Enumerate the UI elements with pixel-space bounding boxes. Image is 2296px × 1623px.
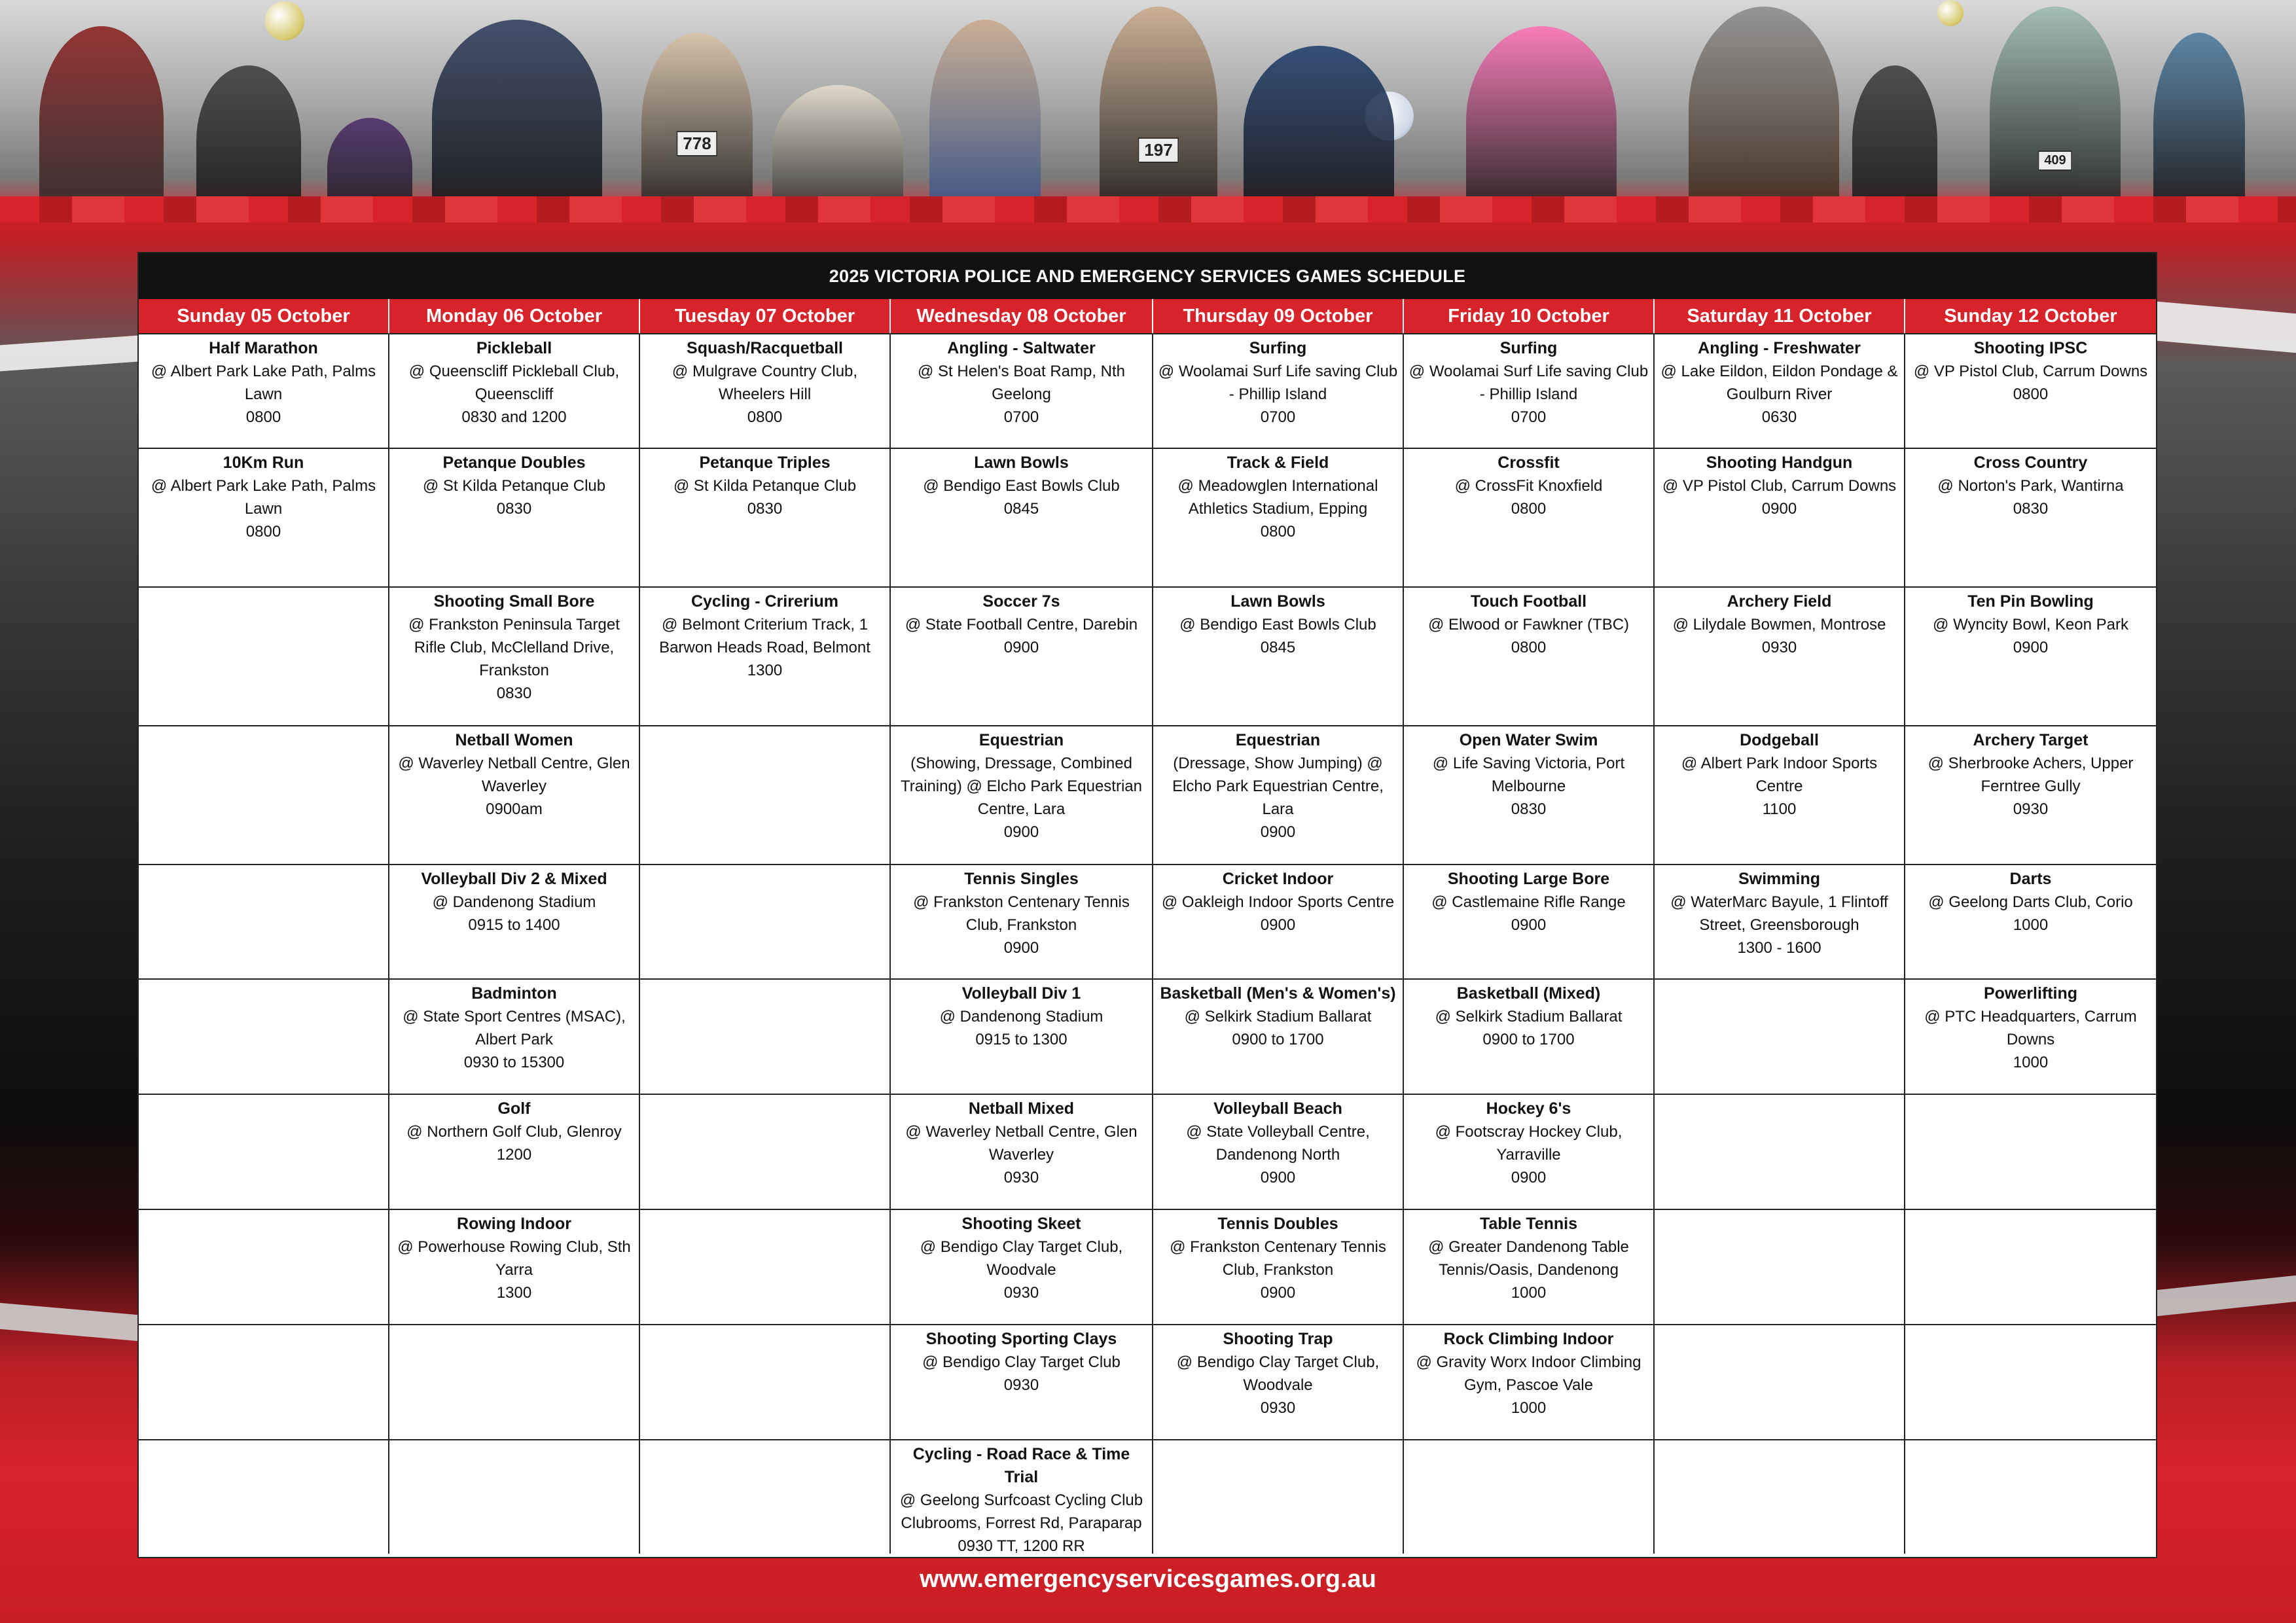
event-venue: @ Bendigo East Bowls Club [1179,616,1376,633]
event-name: Cross Country [1973,454,2088,472]
event-cell [891,1440,1153,1554]
event-time: 0930 [1003,1376,1039,1394]
empty-cell [640,726,891,864]
event-cell [891,865,1153,978]
event-cell [1153,588,1404,725]
athlete-runner-778 [641,33,753,216]
day-header: Sunday 12 October [1944,305,2117,327]
empty-cell [1655,980,1905,1094]
event-time: 0830 [747,500,783,518]
event-cell [640,588,891,725]
event-venue: @ Frankston Centenary Tennis Club, Frankston [1170,1238,1386,1279]
day-header: Saturday 11 October [1655,299,1905,333]
event-venue: @ Meadowglen International Athletics Stadium, Epping [1177,477,1378,518]
event-name: Tennis Singles [964,870,1079,888]
event-venue: @ Selkirk Stadium Ballarat [1435,1008,1623,1026]
schedule-row [139,586,2156,725]
event-name: Tennis Doubles [1217,1215,1338,1233]
netball-icon [265,1,304,41]
event-cell [1153,1325,1404,1439]
empty-cell [1905,1095,2156,1209]
empty-cell [1905,1210,2156,1324]
event-name: Shooting Sporting Clays [925,1330,1117,1348]
event-time: 0830 [1511,800,1547,818]
event-time: 0800 [747,408,783,426]
day-header: Monday 06 October [389,299,640,333]
event-cell [1655,865,1905,978]
event-venue: @ Geelong Darts Club, Corio [1928,893,2133,911]
empty-cell [640,1440,891,1554]
athlete-shooter [432,20,602,216]
event-venue: @ VP Pistol Club, Carrum Downs [1662,477,1897,495]
event-name: Surfing [1499,339,1558,357]
event-venue: @ PTC Headquarters, Carrum Downs [1924,1008,2137,1048]
event-venue: @ State Sport Centres (MSAC), Albert Park [403,1008,626,1048]
event-venue: @ Life Saving Victoria, Port Melbourne [1432,755,1625,795]
event-time: 1300 [747,662,783,679]
event-cell [1404,588,1655,725]
event-cell [1655,334,1905,448]
empty-cell [389,1325,640,1439]
event-name: Angling - Saltwater [947,339,1096,357]
event-venue: @ Dandenong Stadium [939,1008,1103,1026]
event-name: Netball Mixed [968,1099,1075,1118]
event-cell [1404,980,1655,1094]
event-name: Lawn Bowls [1230,592,1325,611]
event-venue: @ Wyncity Bowl, Keon Park [1933,616,2128,633]
day-header: Thursday 09 October [1153,299,1404,333]
schedule-row [139,1439,2156,1554]
schedule-row [139,1209,2156,1324]
event-cell [389,865,640,978]
event-time: 1100 [1762,800,1797,818]
event-cell [1153,334,1404,448]
event-name: Golf [497,1099,531,1118]
empty-cell [139,726,389,864]
torn-edge-decoration [0,336,137,372]
event-venue: @ Lake Eildon, Eildon Pondage & Goulburn River [1660,363,1898,403]
event-venue: @ Oakleigh Indoor Sports Centre [1161,893,1395,911]
event-name: Petanque Triples [699,454,831,472]
event-name: Hockey 6's [1486,1099,1571,1118]
athlete-soccer [1244,46,1394,216]
empty-cell [1655,1095,1905,1209]
event-cell [1404,1095,1655,1209]
athlete-thrower [929,20,1041,216]
event-cell [891,449,1153,586]
event-name: Squash/Racquetball [687,339,843,357]
event-name: Archery Target [1973,731,2089,749]
website-link[interactable]: www.emergencyservicesgames.org.au [920,1565,1376,1593]
event-name: Swimming [1738,870,1820,888]
event-name: Shooting IPSC [1973,339,2088,357]
event-name: Darts [2009,870,2052,888]
event-cell [139,449,389,586]
day-header: Friday 10 October [1404,299,1655,333]
empty-cell [1655,1210,1905,1324]
event-cell [389,588,640,725]
event-time: 0915 to 1400 [468,916,560,934]
event-name: Equestrian [1235,731,1321,749]
event-cell [891,1210,1153,1324]
empty-cell [1153,1440,1404,1554]
event-time: 0800 [1260,523,1296,541]
event-name: Volleyball Div 2 & Mixed [421,870,607,888]
event-venue: @ Woolamai Surf Life saving Club - Phillip Island [1408,363,1649,403]
event-cell [1655,588,1905,725]
event-venue: @ State Volleyball Centre, Dandenong North [1186,1123,1370,1164]
empty-cell [640,1095,891,1209]
event-venue: @ Geelong Surfcoast Cycling Club Clubrooms, Forrest Rd, Paraparap [899,1491,1143,1532]
empty-cell [1655,1440,1905,1554]
event-time: 0700 [1003,408,1039,426]
event-name: Badminton [471,984,557,1003]
event-cell [891,1325,1153,1439]
event-name: Dodgeball [1740,731,1819,749]
event-venue: @ St Helen's Boat Ramp, Nth Geelong [917,363,1126,403]
event-time: 0800 [2013,385,2049,403]
event-cell [640,449,891,586]
event-cell [389,726,640,864]
event-name: Archery Field [1727,592,1832,611]
event-time: 0830 [496,685,532,702]
event-venue: @ Bendigo Clay Target Club [922,1353,1121,1371]
event-time: 0930 [1761,639,1797,656]
event-venue: @ St Kilda Petanque Club [422,477,606,495]
event-time: 0830 [2013,500,2049,518]
event-time: 0700 [1260,408,1296,426]
event-venue: @ Albert Park Lake Path, Palms Lawn [151,477,376,518]
event-cell [1404,449,1655,586]
event-time: 0900 [1003,823,1039,841]
empty-cell [1905,1440,2156,1554]
schedule-table [137,252,2157,1558]
event-time: 0800 [1511,500,1547,518]
event-name: Powerlifting [1983,984,2078,1003]
athlete-runner-409 [1990,7,2121,216]
event-time: 1000 [2013,916,2049,934]
event-time: 0900 [1511,1169,1547,1186]
schedule-row [139,725,2156,864]
empty-cell [1655,1325,1905,1439]
event-cell [1655,449,1905,586]
event-name: Basketball (Men's & Women's) [1160,984,1396,1003]
event-time: 0800 [245,408,281,426]
event-time: 0900 [1003,639,1039,656]
event-cell [1905,334,2156,448]
torn-edge-decoration [0,1303,137,1341]
day-header: Sunday 05 October [139,299,389,333]
event-venue: @ Norton's Park, Wantirna [1937,477,2124,495]
torn-edge-decoration [2157,1275,2296,1316]
schedule-row [139,448,2156,586]
empty-cell [1905,1325,2156,1439]
event-time: 0830 and 1200 [461,408,567,426]
event-time: 0900 [1003,939,1039,957]
event-venue: (Showing, Dressage, Combined Training) @ Elcho Park Equestrian Centre, Lara [901,755,1142,818]
event-venue: @ Bendigo East Bowls Club [923,477,1120,495]
event-name: Shooting Trap [1223,1330,1333,1348]
event-venue: @ Dandenong Stadium [432,893,596,911]
event-venue: @ Castlemaine Rifle Range [1431,893,1626,911]
event-time: 0845 [1260,639,1296,656]
event-cell [891,980,1153,1094]
event-name: Open Water Swim [1459,731,1598,749]
event-time: 0900 [1511,916,1547,934]
event-cell [1404,865,1655,978]
event-cell [640,334,891,448]
event-time: 0930 to 15300 [463,1054,565,1071]
event-venue: (Dressage, Show Jumping) @ Elcho Park Equestrian Centre, Lara [1172,755,1384,818]
event-time: 0915 to 1300 [975,1031,1067,1048]
athlete-climber [2153,33,2245,216]
empty-cell [640,1325,891,1439]
event-venue: @ Elwood or Fawkner (TBC) [1427,616,1630,633]
event-venue: @ Lilydale Bowmen, Montrose [1672,616,1886,633]
event-name: Shooting Large Bore [1447,870,1610,888]
event-cell [1153,726,1404,864]
schedule-grid [139,333,2156,1554]
event-venue: @ Frankston Peninsula Target Rifle Club, McClelland Drive, Frankston [408,616,620,679]
event-time: 0800 [1511,639,1547,656]
event-name: Rowing Indoor [457,1215,571,1233]
event-time: 0800 [245,523,281,541]
event-cell [1655,726,1905,864]
event-cell [891,334,1153,448]
event-time: 1000 [2013,1054,2049,1071]
event-cell [1153,1210,1404,1324]
empty-cell [1404,1440,1655,1554]
event-cell [1404,1210,1655,1324]
event-name: Volleyball Div 1 [961,984,1081,1003]
event-cell [891,588,1153,725]
schedule-row [139,978,2156,1094]
event-venue: @ Bendigo Clay Target Club, Woodvale [920,1238,1123,1279]
event-time: 0900 to 1700 [1232,1031,1324,1048]
event-name: Crossfit [1498,454,1560,472]
schedule-row [139,1094,2156,1209]
empty-cell [139,1440,389,1554]
event-name: Surfing [1249,339,1307,357]
event-cell [1153,865,1404,978]
event-name: Cycling - Crirerium [691,592,839,611]
schedule-title: 2025 VICTORIA POLICE AND EMERGENCY SERVICES GAMES SCHEDULE [139,253,2156,299]
event-time: 0845 [1003,500,1039,518]
event-cell [1153,1095,1404,1209]
event-time: 0900 [1260,916,1296,934]
event-cell [891,1095,1153,1209]
event-venue: @ Sherbrooke Achers, Upper Ferntree Gully [1928,755,2134,795]
event-name: Netball Women [455,731,573,749]
event-venue: @ Northern Golf Club, Glenroy [406,1123,622,1141]
schedule-row [139,333,2156,448]
event-cell [1905,865,2156,978]
race-bib: 197 [1138,137,1179,163]
event-time: 0930 [1260,1399,1296,1417]
event-time: 0930 [1003,1284,1039,1302]
event-venue: @ Selkirk Stadium Ballarat [1184,1008,1372,1026]
event-name: Lawn Bowls [974,454,1069,472]
event-name: Angling - Freshwater [1698,339,1861,357]
event-time: 0700 [1511,408,1547,426]
event-venue: @ St Kilda Petanque Club [673,477,857,495]
event-name: Basketball (Mixed) [1456,984,1601,1003]
race-bib: 778 [676,131,717,156]
event-name: Cricket Indoor [1222,870,1334,888]
event-time: 0900am [486,800,543,818]
athlete-goalkeeper [1466,26,1617,216]
event-cell [389,1095,640,1209]
empty-cell [640,980,891,1094]
event-cell [389,449,640,586]
event-venue: @ Queenscliff Pickleball Club, Queenscliff [408,363,620,403]
event-cell [1153,449,1404,586]
event-time: 1000 [1511,1284,1547,1302]
event-venue: @ Greater Dandenong Table Tennis/Oasis, Dandenong [1428,1238,1629,1279]
schedule-row [139,1324,2156,1439]
event-cell [139,334,389,448]
event-cell [1404,334,1655,448]
event-time: 0900 [1260,1284,1296,1302]
event-time: 1200 [496,1146,532,1164]
event-cell [389,980,640,1094]
day-header-row [139,299,2156,333]
athlete-surfer [39,26,164,216]
event-name: Shooting Small Bore [433,592,595,611]
event-name: Equestrian [978,731,1064,749]
event-venue: @ Albert Park Lake Path, Palms Lawn [151,363,376,403]
event-time: 0900 [1260,823,1296,841]
event-time: 0900 [1761,500,1797,518]
torn-edge-decoration [2157,302,2296,353]
event-cell [1905,726,2156,864]
empty-cell [389,1440,640,1554]
event-name: Table Tennis [1479,1215,1578,1233]
event-cell [389,1210,640,1324]
event-time: 0900 [1260,1169,1296,1186]
event-cell [1905,449,2156,586]
event-time: 1300 - 1600 [1737,939,1821,957]
event-venue: @ State Football Centre, Darebin [905,616,1138,633]
empty-cell [640,865,891,978]
event-name: Rock Climbing Indoor [1443,1330,1614,1348]
empty-cell [139,1095,389,1209]
torn-edge-decoration [0,196,2296,223]
day-header: Wednesday 08 October [891,299,1153,333]
event-name: Petanque Doubles [442,454,586,472]
empty-cell [139,980,389,1094]
event-venue: @ Bendigo Clay Target Club, Woodvale [1176,1353,1380,1394]
athlete-equestrian [1689,7,1839,216]
event-venue: @ Frankston Centenary Tennis Club, Frankston [913,893,1130,934]
event-name: Volleyball Beach [1213,1099,1342,1118]
event-time: 1300 [496,1284,532,1302]
event-name: Shooting Handgun [1706,454,1853,472]
header-banner [0,0,2296,223]
event-venue: @ Waverley Netball Centre, Glen Waverley [398,755,630,795]
tennis-ball-icon [1937,0,1964,26]
event-name: 10Km Run [223,454,304,472]
empty-cell [139,588,389,725]
event-venue: @ Mulgrave Country Club, Wheelers Hill [672,363,858,403]
athlete-ballplayer [1852,65,1937,216]
event-time: 0630 [1761,408,1797,426]
empty-cell [139,865,389,978]
event-venue: @ Footscray Hockey Club, Yarraville [1435,1123,1623,1164]
event-cell [1905,980,2156,1094]
event-time: 0900 [2013,639,2049,656]
event-cell [389,334,640,448]
event-cell [1153,980,1404,1094]
schedule-row [139,864,2156,978]
event-venue: @ CrossFit Knoxfield [1454,477,1603,495]
event-cell [1905,588,2156,725]
event-name: Shooting Skeet [961,1215,1081,1233]
event-venue: @ Belmont Criterium Track, 1 Barwon Heads Road, Belmont [659,616,870,656]
event-cell [891,726,1153,864]
event-cell [1404,726,1655,864]
event-name: Half Marathon [209,339,318,357]
event-time: 0930 [2013,800,2049,818]
athlete-netball-gk [196,65,301,216]
event-venue: @ WaterMarc Bayule, 1 Flintoff Street, Greensborough [1670,893,1888,934]
event-venue: @ Albert Park Indoor Sports Centre [1681,755,1878,795]
event-time: 0900 to 1700 [1482,1031,1575,1048]
event-venue: @ Waverley Netball Centre, Glen Waverley [905,1123,1138,1164]
day-header: Tuesday 07 October [640,299,891,333]
event-time: 1000 [1511,1399,1547,1417]
event-name: Pickleball [476,339,552,357]
event-name: Track & Field [1227,454,1329,472]
athlete-runner-197 [1100,7,1217,216]
event-venue: @ Gravity Worx Indoor Climbing Gym, Pascoe Vale [1416,1353,1641,1394]
race-bib: 409 [2037,151,2072,171]
event-name: Ten Pin Bowling [1967,592,2094,611]
empty-cell [640,1210,891,1324]
event-venue: @ Powerhouse Rowing Club, Sth Yarra [397,1238,631,1279]
event-name: Soccer 7s [982,592,1060,611]
event-time: 0930 TT, 1200 RR [958,1537,1085,1555]
event-cell [1404,1325,1655,1439]
event-time: 0830 [496,500,532,518]
empty-cell [139,1325,389,1439]
event-venue: @ Woolamai Surf Life saving Club - Phillip Island [1158,363,1398,403]
event-name: Cycling - Road Race & Time Trial [912,1445,1130,1486]
event-name: Touch Football [1470,592,1587,611]
event-venue: @ VP Pistol Club, Carrum Downs [1913,363,2148,380]
empty-cell [139,1210,389,1324]
event-time: 0930 [1003,1169,1039,1186]
